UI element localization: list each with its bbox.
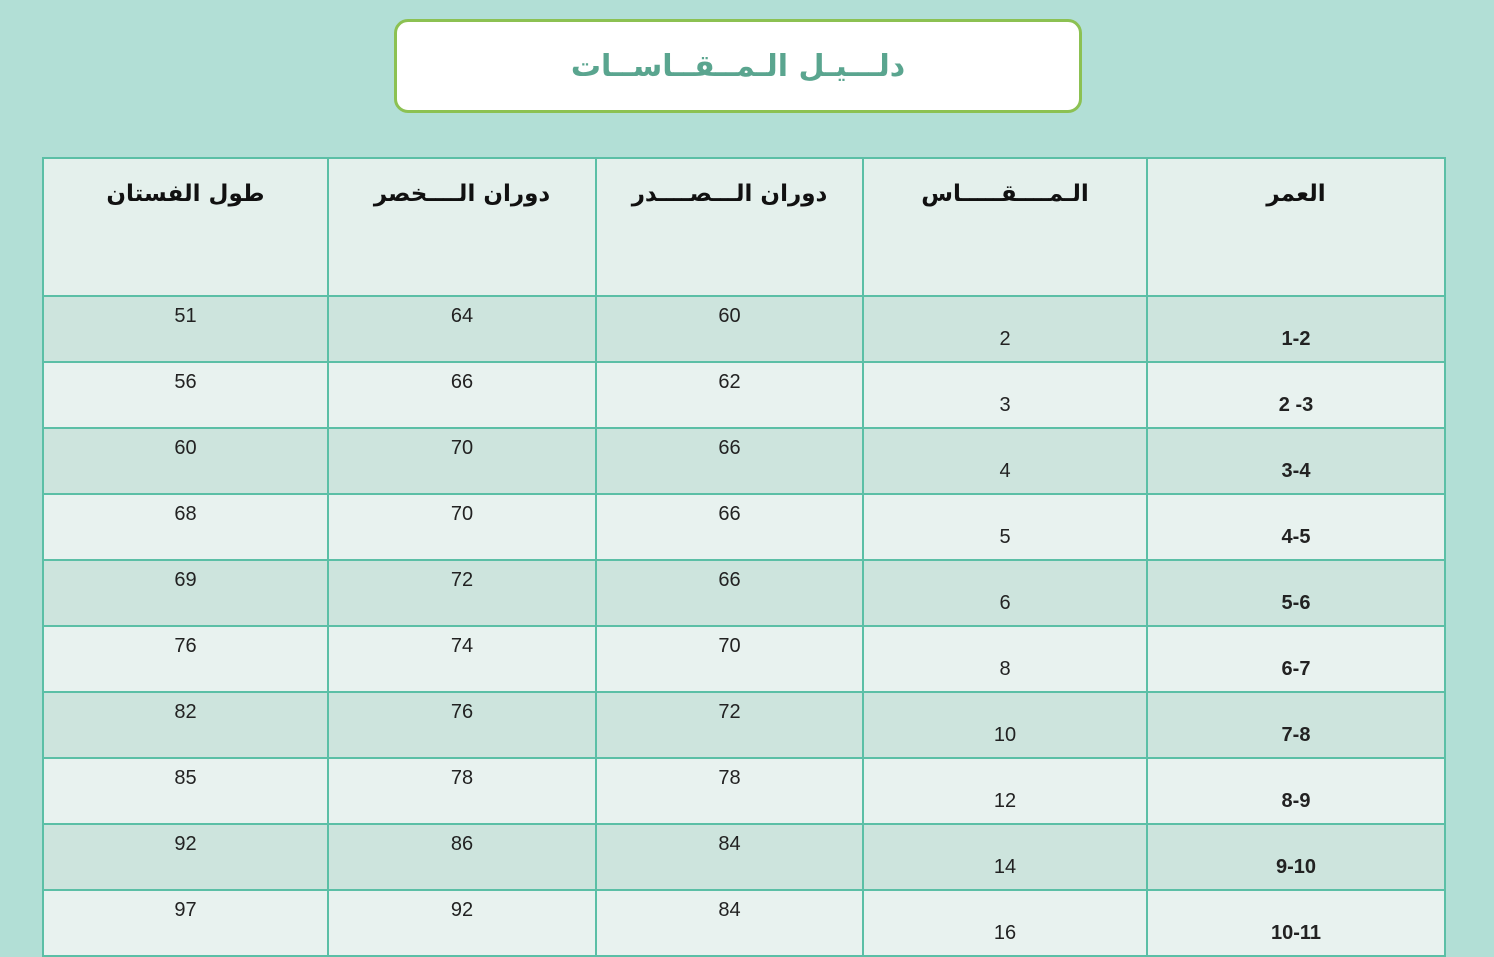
length-cell: 82 <box>43 692 328 758</box>
header-chest: دوران الـــصــــدر <box>596 158 863 296</box>
size-cell: 12 <box>863 758 1147 824</box>
header-waist: دوران الــــخصر <box>328 158 596 296</box>
size-cell: 16 <box>863 890 1147 956</box>
table-row <box>43 494 1445 560</box>
header-length: طول الفستان <box>43 158 328 296</box>
waist-cell: 92 <box>328 890 596 956</box>
table-row <box>43 626 1445 692</box>
size-cell: 4 <box>863 428 1147 494</box>
header-row <box>43 158 1445 296</box>
waist-cell: 72 <box>328 560 596 626</box>
length-cell: 76 <box>43 626 328 692</box>
length-cell: 85 <box>43 758 328 824</box>
chest-cell: 84 <box>596 890 863 956</box>
size-chart-table <box>42 157 1446 957</box>
waist-cell: 78 <box>328 758 596 824</box>
chest-cell: 72 <box>596 692 863 758</box>
chest-cell: 62 <box>596 362 863 428</box>
size-cell: 6 <box>863 560 1147 626</box>
waist-cell: 66 <box>328 362 596 428</box>
table-row <box>43 758 1445 824</box>
length-cell: 56 <box>43 362 328 428</box>
chest-cell: 66 <box>596 560 863 626</box>
chest-cell: 66 <box>596 428 863 494</box>
header-age: العمر <box>1147 158 1445 296</box>
waist-cell: 70 <box>328 494 596 560</box>
length-cell: 97 <box>43 890 328 956</box>
age-cell: 5-6 <box>1147 560 1445 626</box>
header-size: الـمــــقـــــاس <box>863 158 1147 296</box>
table-row <box>43 362 1445 428</box>
age-cell: 8-9 <box>1147 758 1445 824</box>
size-cell: 2 <box>863 296 1147 362</box>
age-cell: 1-2 <box>1147 296 1445 362</box>
title-box <box>394 19 1082 113</box>
age-cell: 10-11 <box>1147 890 1445 956</box>
age-cell: 7-8 <box>1147 692 1445 758</box>
age-cell: 3-4 <box>1147 428 1445 494</box>
chest-cell: 66 <box>596 494 863 560</box>
table-row <box>43 692 1445 758</box>
size-cell: 8 <box>863 626 1147 692</box>
chest-cell: 70 <box>596 626 863 692</box>
age-cell: 2 -3 <box>1147 362 1445 428</box>
table-row <box>43 890 1445 956</box>
length-cell: 69 <box>43 560 328 626</box>
table-row <box>43 824 1445 890</box>
age-cell: 4-5 <box>1147 494 1445 560</box>
page-title: دلـــيـل الـمــقــاســات <box>570 48 906 84</box>
chest-cell: 78 <box>596 758 863 824</box>
age-cell: 9-10 <box>1147 824 1445 890</box>
waist-cell: 74 <box>328 626 596 692</box>
waist-cell: 64 <box>328 296 596 362</box>
chest-cell: 60 <box>596 296 863 362</box>
age-cell: 6-7 <box>1147 626 1445 692</box>
waist-cell: 70 <box>328 428 596 494</box>
waist-cell: 76 <box>328 692 596 758</box>
waist-cell: 86 <box>328 824 596 890</box>
length-cell: 92 <box>43 824 328 890</box>
size-cell: 5 <box>863 494 1147 560</box>
table-row <box>43 296 1445 362</box>
size-cell: 3 <box>863 362 1147 428</box>
table-row <box>43 560 1445 626</box>
size-cell: 10 <box>863 692 1147 758</box>
length-cell: 68 <box>43 494 328 560</box>
length-cell: 60 <box>43 428 328 494</box>
size-cell: 14 <box>863 824 1147 890</box>
chest-cell: 84 <box>596 824 863 890</box>
table-row <box>43 428 1445 494</box>
length-cell: 51 <box>43 296 328 362</box>
